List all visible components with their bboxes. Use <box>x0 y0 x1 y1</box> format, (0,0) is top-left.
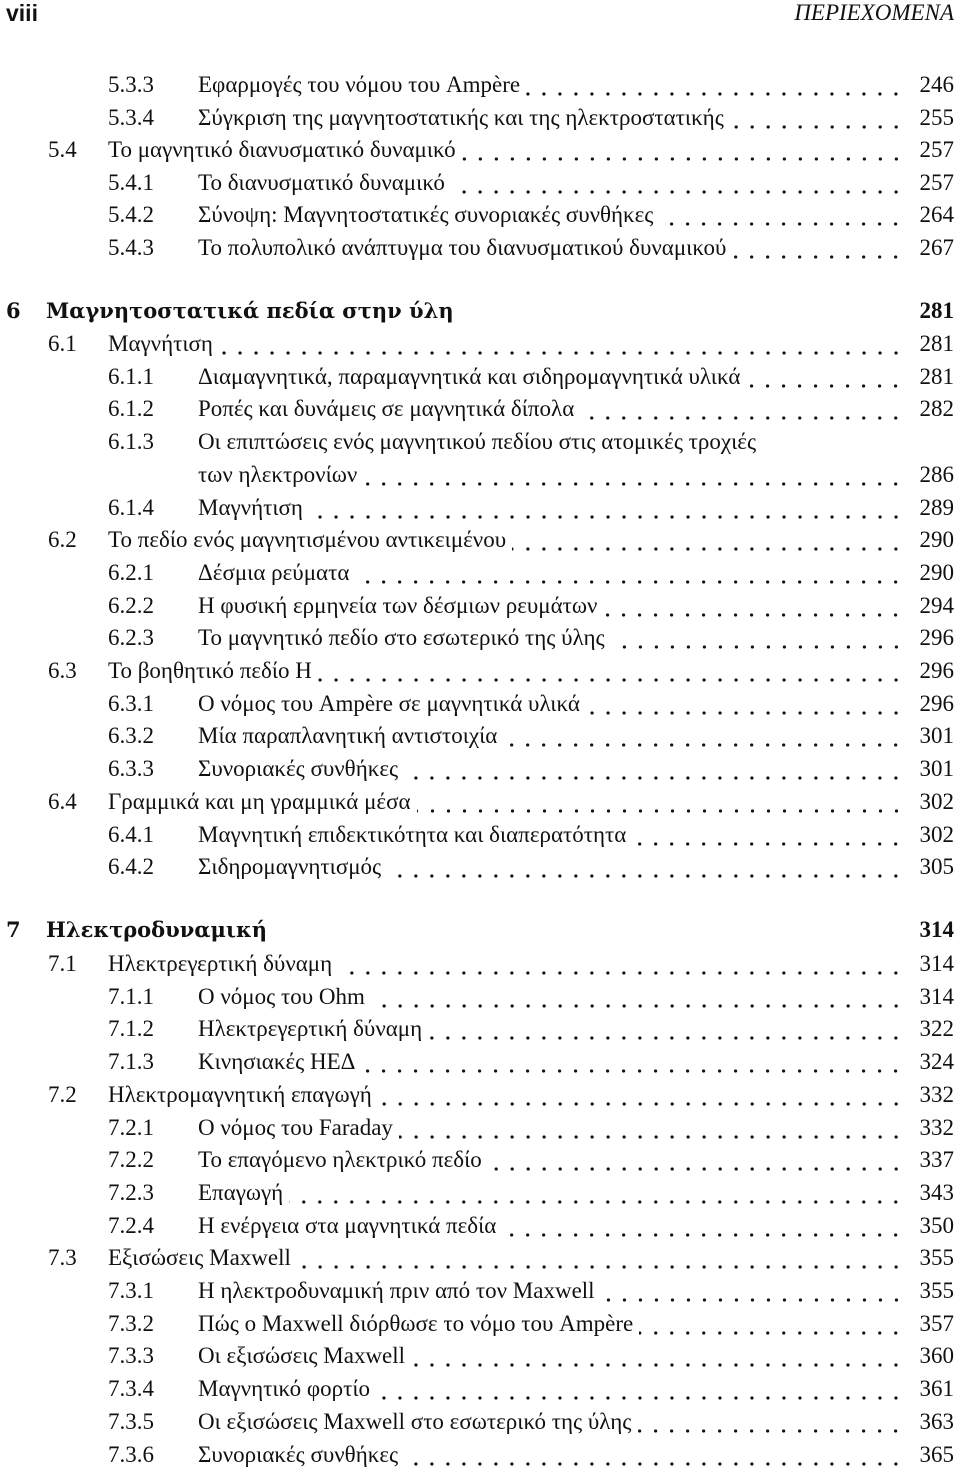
toc-entry[interactable] <box>0 786 954 818</box>
toc-entry[interactable] <box>0 1144 954 1176</box>
toc-entry[interactable] <box>0 655 954 687</box>
dot-leader <box>586 688 904 720</box>
entry-title-wrap <box>198 688 904 720</box>
dot-leader <box>488 1144 904 1176</box>
entry-number: 5.4.1 <box>108 169 154 195</box>
entry-page: 290 <box>919 527 954 553</box>
entry-title: Η ηλεκτροδυναμική πριν από τον Maxwell <box>198 1278 595 1303</box>
entry-title: Μαγνητικό φορτίο <box>198 1376 371 1402</box>
dot-leader <box>462 134 904 166</box>
entry-page: 332 <box>919 1114 954 1140</box>
toc-entry[interactable] <box>0 69 954 101</box>
dot-leader <box>297 1242 904 1274</box>
entry-title: Επαγωγή <box>198 1179 284 1205</box>
entry-title: Το διανυσματικό δυναμικό <box>198 169 445 195</box>
entry-title-wrap <box>46 914 894 946</box>
dot-leader <box>601 1275 904 1307</box>
entry-number: 5.4 <box>48 137 77 163</box>
entry-title: Ο νόμος του Ampère σε μαγνητικά υλικά <box>198 690 580 716</box>
entry-page: 267 <box>919 235 954 260</box>
entry-title: Συνοριακές συνθήκες <box>198 1441 399 1467</box>
entry-number: 7.3.2 <box>108 1310 154 1336</box>
entry-title-wrap <box>198 557 904 589</box>
toc-entry[interactable] <box>0 590 954 622</box>
entry-page: 246 <box>919 72 954 97</box>
entry-title: των ηλεκτρονίων <box>198 461 358 487</box>
entry-title: Γραμμικά και μη γραμμικά μέσα <box>108 788 411 814</box>
entry-number: 7.2.3 <box>108 1179 154 1205</box>
entry-page: 281 <box>919 363 954 389</box>
entry-page: 355 <box>919 1245 954 1271</box>
entry-title: Πώς ο Maxwell διόρθωσε το νόμο του Ampère <box>198 1310 634 1336</box>
entry-title: Το βοηθητικό πεδίο H <box>108 658 312 683</box>
toc-entry[interactable] <box>0 1210 954 1242</box>
entry-title: Μαγνήτιση <box>108 331 213 356</box>
entry-number: 6.2 <box>48 527 77 553</box>
page-number: viii <box>6 0 38 26</box>
entry-title-wrap <box>198 1275 904 1307</box>
entry-number: 6.2.3 <box>108 625 154 651</box>
entry-title-wrap <box>198 393 904 425</box>
entry-title-wrap <box>198 167 904 199</box>
toc-entry[interactable] <box>0 819 954 851</box>
entry-title: Ροπές και δυνάμεις σε μαγνητικά δίπολα <box>198 396 575 422</box>
entry-number: 6.1 <box>48 331 77 356</box>
entry-title: Ηλεκτρομαγνητική επαγωγή <box>108 1081 372 1107</box>
chapter-number: 6 <box>6 298 21 323</box>
entry-page: 302 <box>919 788 954 814</box>
entry-page: 301 <box>919 723 954 749</box>
toc-entry[interactable] <box>0 1013 954 1045</box>
dot-leader <box>580 393 904 425</box>
dot-leader <box>371 981 904 1013</box>
entry-title-wrap <box>198 1046 904 1078</box>
entry-page: 301 <box>919 756 954 782</box>
entry-page: 290 <box>919 559 954 585</box>
dot-leader <box>639 1308 904 1340</box>
dot-leader <box>309 492 904 524</box>
entry-page: 365 <box>919 1441 954 1467</box>
toc-entry[interactable] <box>0 1275 954 1307</box>
entry-number: 6.3.3 <box>108 756 154 782</box>
entry-title-wrap <box>108 328 904 360</box>
entry-page: 361 <box>919 1376 954 1402</box>
dot-leader <box>318 655 904 687</box>
entry-number: 6.2.2 <box>108 592 154 618</box>
entry-title-wrap <box>198 426 904 458</box>
entry-number: 7.2.2 <box>108 1147 154 1173</box>
entry-number: 6.3.1 <box>108 690 154 716</box>
entry-title: Μία παραπλανητική αντιστοιχία <box>198 723 498 749</box>
entry-page: 282 <box>919 396 954 422</box>
toc-entry[interactable] <box>0 1177 954 1209</box>
entry-title-wrap <box>198 492 904 524</box>
entry-number: 7.2.1 <box>108 1114 154 1140</box>
entry-number: 6.1.2 <box>108 396 154 422</box>
dot-leader <box>603 590 904 622</box>
dot-leader <box>451 167 904 199</box>
entry-number: 6.1.4 <box>108 494 154 520</box>
entry-number: 6.4.2 <box>108 854 154 880</box>
toc-entry[interactable] <box>0 1308 954 1340</box>
entry-title-wrap <box>108 524 904 556</box>
entry-number: 7.3.4 <box>108 1376 154 1402</box>
toc-entry[interactable] <box>0 167 954 199</box>
dot-leader <box>355 557 904 589</box>
entry-number: 5.4.2 <box>108 202 154 228</box>
entry-page: 257 <box>919 137 954 163</box>
toc-entry[interactable] <box>0 720 954 752</box>
entry-title: Το μαγνητικό πεδίο στο εσωτερικό της ύλης <box>198 625 605 651</box>
dot-leader <box>417 786 904 818</box>
entry-page: 332 <box>919 1081 954 1107</box>
entry-title-wrap <box>198 361 904 393</box>
entry-title-wrap <box>198 819 904 851</box>
dot-leader <box>338 948 904 980</box>
entry-page: 314 <box>919 983 954 1009</box>
entry-page: 350 <box>919 1212 954 1238</box>
entry-title: Οι επιπτώσεις ενός μαγνητικού πεδίου στις ατομικές τροχιές <box>198 429 757 455</box>
entry-title: Συνοριακές συνθήκες <box>198 756 399 782</box>
entry-title: Ο νόμος του Ohm <box>198 983 365 1009</box>
entry-title: Το πεδίο ενός μαγνητισμένου αντικειμένου <box>108 527 507 553</box>
entry-title: Μαγνήτιση <box>198 494 303 520</box>
entry-title-wrap <box>198 622 904 654</box>
entry-number: 7.2 <box>48 1081 77 1107</box>
toc-entry[interactable] <box>0 948 954 980</box>
entry-page: 302 <box>919 821 954 847</box>
entry-title-wrap <box>108 134 904 166</box>
dot-leader <box>611 622 904 654</box>
entry-title: Κινησιακές ΗΕΔ <box>198 1049 356 1075</box>
dot-leader <box>502 1210 904 1242</box>
dot-leader <box>376 1373 904 1405</box>
entry-page: 305 <box>919 854 954 880</box>
entry-number: 7.2.4 <box>108 1212 154 1238</box>
entry-title-wrap <box>108 1079 904 1111</box>
dot-leader <box>746 361 904 393</box>
entry-page: 360 <box>919 1343 954 1369</box>
entry-page: 355 <box>919 1278 954 1303</box>
toc-entry[interactable] <box>0 1242 954 1274</box>
toc-entry[interactable] <box>0 1112 954 1144</box>
dot-leader <box>512 524 904 556</box>
dot-leader <box>378 1079 904 1111</box>
entry-title-wrap <box>46 295 894 327</box>
entry-title-wrap <box>198 851 904 883</box>
toc-entry[interactable] <box>0 1340 954 1372</box>
entry-number: 7.3.5 <box>108 1408 154 1434</box>
toc-entry[interactable] <box>0 851 954 883</box>
entry-number: 6.3.2 <box>108 723 154 749</box>
dot-leader <box>526 69 904 101</box>
entry-title-wrap <box>198 1308 904 1340</box>
entry-title-wrap <box>198 232 904 264</box>
entry-number: 7.1.3 <box>108 1049 154 1075</box>
toc-entry[interactable] <box>0 622 954 654</box>
entry-page: 281 <box>919 331 954 356</box>
dot-leader <box>361 1046 904 1078</box>
entry-number: 6.3 <box>48 658 77 683</box>
dot-leader <box>632 819 904 851</box>
toc-entry[interactable] <box>0 1046 954 1078</box>
toc-entry[interactable] <box>0 524 954 556</box>
entry-title-wrap <box>198 590 904 622</box>
entry-title-wrap <box>198 1013 904 1045</box>
entry-number: 7.3.6 <box>108 1441 154 1467</box>
entry-title-wrap <box>198 753 904 785</box>
entry-title-wrap <box>108 948 904 980</box>
entry-title: Ηλεκτρεγερτική δύναμη <box>108 951 333 976</box>
entry-page: 286 <box>919 461 954 487</box>
toc-entry[interactable] <box>0 361 954 393</box>
entry-page: 357 <box>919 1310 954 1336</box>
entry-title: Δέσμια ρεύματα <box>198 559 350 585</box>
toc-chapter-row[interactable] <box>0 914 954 946</box>
entry-title: Διαμαγνητικά, παραμαγνητικά και σιδηρομαγνητικά υλικά <box>198 363 741 389</box>
entry-number: 5.3.3 <box>108 72 154 97</box>
entry-number: 7.1.1 <box>108 983 154 1009</box>
entry-number: 5.3.4 <box>108 104 154 130</box>
toc-entry[interactable] <box>0 1373 954 1405</box>
toc-entry[interactable] <box>0 557 954 589</box>
entry-title-wrap <box>198 1340 904 1372</box>
entry-page: 314 <box>919 951 954 976</box>
toc-entry[interactable] <box>0 134 954 166</box>
entry-number: 7.3 <box>48 1245 77 1271</box>
dot-leader <box>387 851 904 883</box>
entry-page: 296 <box>919 625 954 651</box>
entry-title-wrap <box>198 199 904 231</box>
entry-title-wrap <box>198 720 904 752</box>
dot-leader <box>219 328 904 360</box>
entry-title-wrap <box>108 655 904 687</box>
dot-leader <box>399 1112 904 1144</box>
entry-page: 255 <box>919 104 954 130</box>
entry-title-wrap <box>198 69 904 101</box>
toc-entry[interactable] <box>0 1406 954 1438</box>
entry-title: Οι εξισώσεις Maxwell <box>198 1343 406 1369</box>
chapter-title: Ηλεκτροδυναμική <box>46 917 268 942</box>
toc-entry[interactable] <box>0 426 954 458</box>
entry-title-wrap <box>198 459 904 491</box>
chapter-page: 281 <box>919 298 954 323</box>
entry-title-wrap <box>108 786 904 818</box>
entry-page: 296 <box>919 690 954 716</box>
entry-title-wrap <box>198 1373 904 1405</box>
entry-title-wrap <box>198 981 904 1013</box>
entry-title-wrap <box>198 102 904 134</box>
toc-entry[interactable] <box>0 328 954 360</box>
dot-leader <box>732 232 904 264</box>
dot-leader <box>659 199 904 231</box>
dot-leader <box>404 753 904 785</box>
dot-leader <box>428 1013 904 1045</box>
entry-page: 322 <box>919 1016 954 1042</box>
entry-page: 324 <box>919 1049 954 1075</box>
entry-title-wrap <box>198 1406 904 1438</box>
running-title: ΠΕΡΙΕΧΟΜΕΝΑ <box>794 0 954 25</box>
entry-title: Εφαρμογές του νόμου του Ampère <box>198 72 521 97</box>
entry-number: 7.3.3 <box>108 1343 154 1369</box>
entry-number: 5.4.3 <box>108 235 154 260</box>
toc-entry[interactable] <box>0 1079 954 1111</box>
entry-title: Ηλεκτρεγερτική δύναμη <box>198 1016 423 1042</box>
entry-title: Η φυσική ερμηνεία των δέσμιων ρευμάτων <box>198 592 598 618</box>
toc-entry[interactable] <box>0 492 954 524</box>
dot-leader <box>289 1177 904 1209</box>
entry-title: Οι εξισώσεις Maxwell στο εσωτερικό της ύλης <box>198 1408 632 1434</box>
entry-title: Μαγνητική επιδεκτικότητα και διαπερατότητα <box>198 821 627 847</box>
entry-title: Η ενέργεια στα μαγνητικά πεδία <box>198 1212 497 1238</box>
toc-entry[interactable] <box>0 688 954 720</box>
entry-number: 6.1.3 <box>108 429 154 455</box>
toc-entry[interactable] <box>0 102 954 134</box>
entry-page: 294 <box>919 592 954 618</box>
entry-title: Εξισώσεις Maxwell <box>108 1245 291 1271</box>
dot-leader <box>730 102 904 134</box>
toc-entry[interactable] <box>0 753 954 785</box>
entry-page: 296 <box>919 658 954 683</box>
dot-leader <box>503 720 904 752</box>
entry-page: 289 <box>919 494 954 520</box>
entry-number: 6.4 <box>48 788 77 814</box>
entry-title: Το επαγόμενο ηλεκτρικό πεδίο <box>198 1147 482 1173</box>
entry-title: Το πολυπολικό ανάπτυγμα του διανυσματικού δυναμικού <box>198 235 727 260</box>
chapter-title: Μαγνητοστατικά πεδία στην ύλη <box>46 298 454 323</box>
toc-entry[interactable] <box>0 981 954 1013</box>
entry-title-wrap <box>198 1210 904 1242</box>
dot-leader <box>637 1406 904 1438</box>
entry-page: 363 <box>919 1408 954 1434</box>
toc-entry[interactable] <box>0 1439 954 1471</box>
entry-number: 6.4.1 <box>108 821 154 847</box>
entry-title-wrap <box>108 1242 904 1274</box>
entry-title-wrap <box>198 1144 904 1176</box>
entry-title: Σύνοψη: Μαγνητοστατικές συνοριακές συνθήκες <box>198 202 654 228</box>
entry-title-wrap <box>198 1439 904 1471</box>
entry-number: 6.2.1 <box>108 559 154 585</box>
dot-leader <box>411 1340 904 1372</box>
toc-entry[interactable] <box>0 459 954 491</box>
toc-entry[interactable] <box>0 199 954 231</box>
entry-title-wrap <box>198 1112 904 1144</box>
entry-page: 257 <box>919 169 954 195</box>
entry-page: 343 <box>919 1179 954 1205</box>
entry-page: 264 <box>919 202 954 228</box>
entry-title: Σιδηρομαγνητισμός <box>198 854 382 880</box>
dot-leader <box>404 1439 904 1471</box>
entry-title: Ο νόμος του Faraday <box>198 1114 393 1140</box>
entry-title: Σύγκριση της μαγνητοστατικής και της ηλεκτροστατικής <box>198 104 724 130</box>
entry-title: Το μαγνητικό διανυσματικό δυναμικό <box>108 137 456 163</box>
entry-title-wrap <box>198 1177 904 1209</box>
entry-number: 7.1.2 <box>108 1016 154 1042</box>
entry-number: 7.1 <box>48 951 77 976</box>
toc-entry[interactable] <box>0 232 954 264</box>
chapter-number: 7 <box>6 917 21 942</box>
entry-number: 6.1.1 <box>108 363 154 389</box>
entry-number: 7.3.1 <box>108 1278 154 1303</box>
chapter-page: 314 <box>919 917 954 942</box>
entry-page: 337 <box>919 1147 954 1173</box>
toc-chapter-row[interactable] <box>0 295 954 327</box>
toc-entry[interactable] <box>0 393 954 425</box>
dot-leader <box>363 459 904 491</box>
